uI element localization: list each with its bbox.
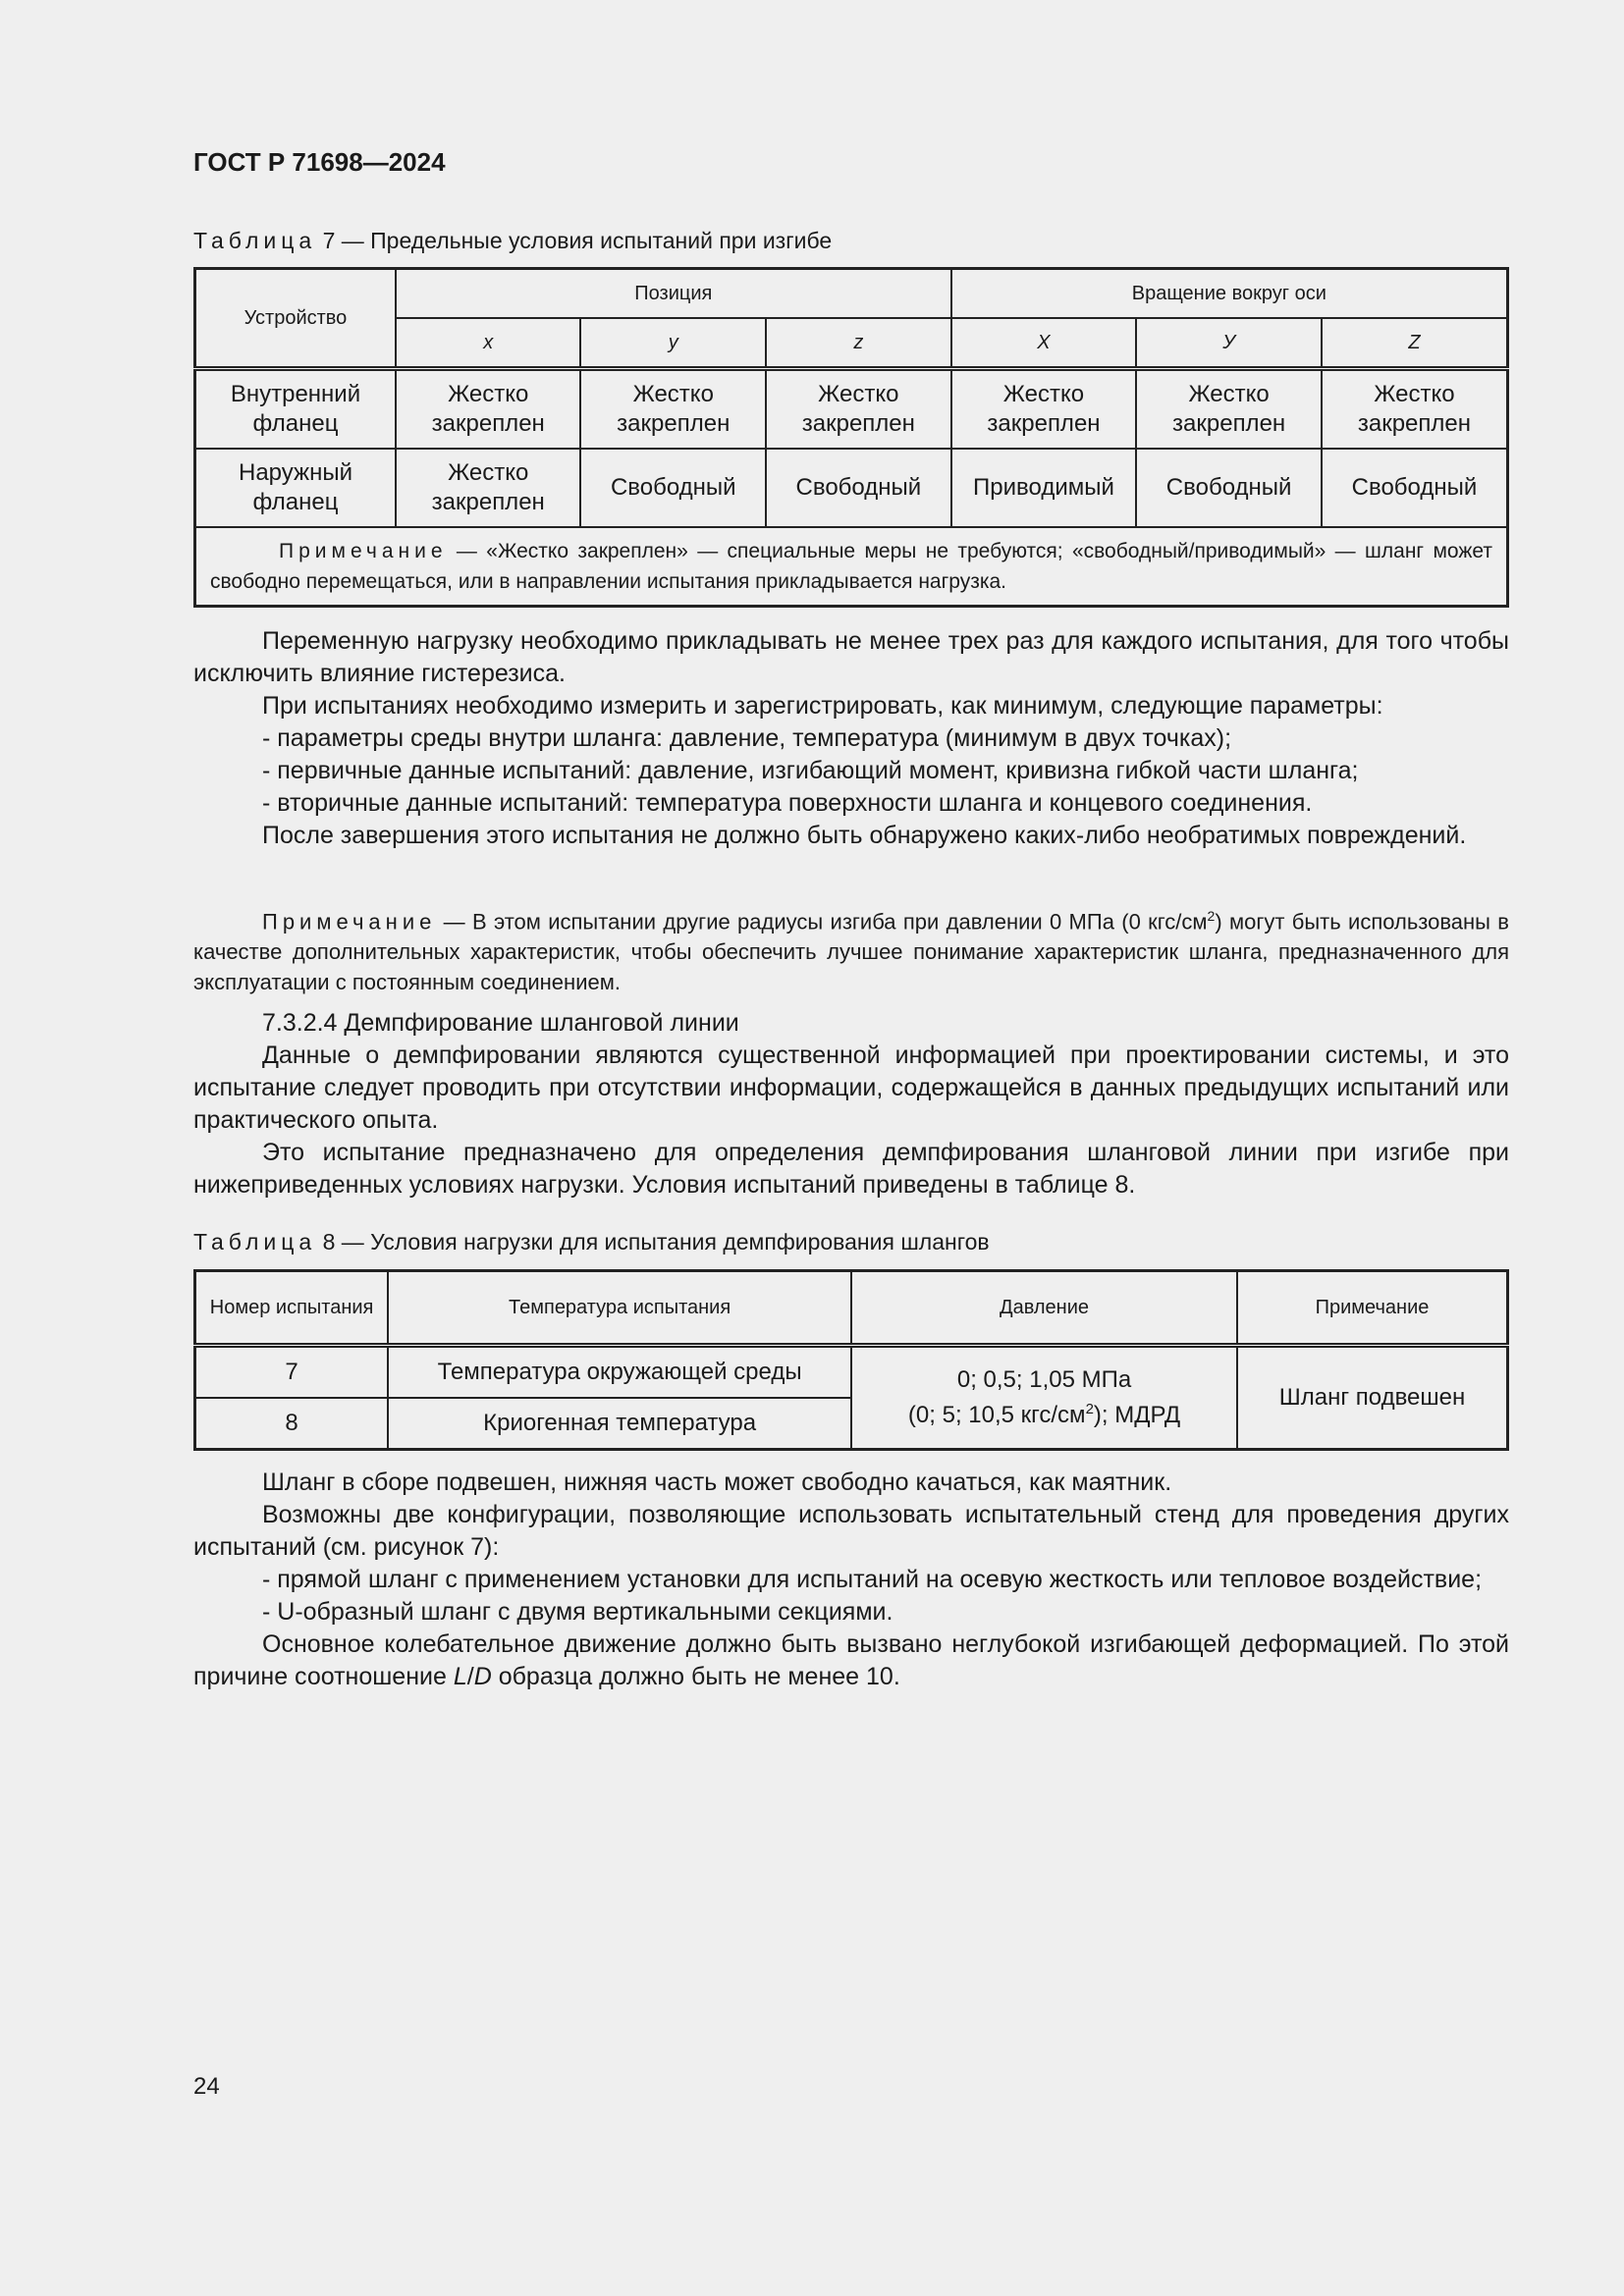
table7-row-name: Внутренний фланец bbox=[195, 369, 396, 450]
table8-pressure-cell: 0; 0,5; 1,05 МПа (0; 5; 10,5 кгс/$см^2$); МДРД bbox=[851, 1346, 1237, 1450]
paragraph: Основное колебательное движение должно быть вызвано неглубокой изгибающей деформацией. По этой причине соотношение L/D образца должно быть не менее 10. bbox=[193, 1630, 1509, 1690]
table-cell: Жестко закреплен bbox=[396, 369, 580, 450]
table7-sub-x: x bbox=[396, 318, 580, 369]
table7-note: Примечание — «Жестко закреплен» — специальные меры не требуются; «свободный/приводимый» — шланг может свободно перемещаться, или в направлении испытания прикладывается нагрузка. bbox=[195, 527, 1508, 607]
paragraph: При испытаниях необходимо измерить и зарегистрировать, как минимум, следующие параметры: bbox=[262, 692, 1383, 720]
table7-header-position: Позиция bbox=[396, 269, 951, 319]
table-cell: Жестко закреплен bbox=[951, 369, 1137, 450]
table-cell: 8 bbox=[195, 1398, 389, 1450]
table-cell: Жестко закреплен bbox=[766, 369, 951, 450]
table7-sub-Z: Z bbox=[1322, 318, 1508, 369]
table8-header-pressure: Давление bbox=[851, 1271, 1237, 1346]
table8-caption: Таблица 8 — Условия нагрузки для испытания демпфирования шлангов bbox=[193, 1229, 990, 1255]
note-2: Примечание — В этом испытании другие радиусы изгиба при давлении 0 МПа (0 кгс/$см^2$) могут быть использованы в качестве дополнительных характеристик, чтобы обеспечить лучшее понимание характеристик шланга, предназначенного для эксплуатации с постоянным соединением. bbox=[193, 908, 1509, 995]
list-item: - прямой шланг с применением установки для испытаний на осевую жесткость или тепловое воздействие; bbox=[262, 1566, 1483, 1593]
doc-header: ГОСТ Р 71698—2024 bbox=[193, 147, 446, 177]
table7-note-row bbox=[195, 527, 1508, 607]
table-cell: Свободный bbox=[1322, 449, 1508, 527]
list-item: - вторичные данные испытаний: температура поверхности шланга и концевого соединения. bbox=[262, 789, 1313, 817]
table-cell: Жестко закреплен bbox=[1322, 369, 1508, 450]
paragraph: Это испытание предназначено для определения демпфирования шланговой линии при изгибе при нижеприведенных условиях нагрузки. Условия испытаний приведены в таблице 8. bbox=[193, 1139, 1509, 1199]
paragraph: Возможны две конфигурации, позволяющие использовать испытательный стенд для проведения других испытаний (см. рисунок 7): bbox=[193, 1501, 1509, 1561]
paragraph: Шланг в сборе подвешен, нижняя часть может свободно качаться, как маятник. bbox=[262, 1468, 1172, 1496]
table-row bbox=[195, 449, 1508, 527]
table-cell: Криогенная температура bbox=[388, 1398, 851, 1450]
table7-sub-Y: У bbox=[1136, 318, 1322, 369]
list-item: - U-образный шланг с двумя вертикальными секциями. bbox=[262, 1598, 893, 1626]
table7-caption: Таблица 7 — Предельные условия испытаний при изгибе bbox=[193, 228, 833, 253]
table8-note-cell: Шланг подвешен bbox=[1237, 1346, 1507, 1450]
list-item: - первичные данные испытаний: давление, изгибающий момент, кривизна гибкой части шланга; bbox=[262, 757, 1359, 784]
section-heading: 7.3.2.4 Демпфирование шланговой линии bbox=[262, 1009, 739, 1037]
table-cell: 7 bbox=[195, 1346, 389, 1399]
list-item: - параметры среды внутри шланга: давление, температура (минимум в двух точках); bbox=[262, 724, 1232, 752]
table8-header-temperature: Температура испытания bbox=[388, 1271, 851, 1346]
table7-header-rotation: Вращение вокруг оси bbox=[951, 269, 1508, 319]
table-cell: Жестко закреплен bbox=[396, 449, 580, 527]
table7-sub-y: y bbox=[580, 318, 766, 369]
table8-header-number: Номер испытания bbox=[195, 1271, 389, 1346]
page-number: 24 bbox=[193, 2073, 220, 2100]
table-cell: Свободный bbox=[1136, 449, 1322, 527]
table-cell: Свободный bbox=[580, 449, 766, 527]
table8-header-note: Примечание bbox=[1237, 1271, 1507, 1346]
table7-header-device: Устройство bbox=[195, 269, 396, 369]
paragraph: Данные о демпфировании являются существенной информацией при проектировании системы, и это испытание следует проводить при отсутствии информации, содержащейся в данных предыдущих испытаний или практического опыта. bbox=[193, 1041, 1509, 1134]
text-block-1 bbox=[193, 625, 1509, 852]
table-cell: Жестко закреплен bbox=[1136, 369, 1322, 450]
table7-row-name: Наружный фланец bbox=[195, 449, 396, 527]
paragraph: Переменную нагрузку необходимо прикладывать не менее трех раз для каждого испытания, для того чтобы исключить влияние гистерезиса. bbox=[193, 627, 1509, 687]
table7 bbox=[193, 267, 1509, 608]
table-cell: Жестко закреплен bbox=[580, 369, 766, 450]
table-cell: Приводимый bbox=[951, 449, 1137, 527]
text-block-2 bbox=[193, 1007, 1509, 1201]
table7-sub-X: X bbox=[951, 318, 1137, 369]
table-row bbox=[195, 1346, 1508, 1399]
table-row bbox=[195, 369, 1508, 450]
paragraph: После завершения этого испытания не должно быть обнаружено каких-либо необратимых повреждений. bbox=[262, 822, 1467, 849]
table-cell: Температура окружающей среды bbox=[388, 1346, 851, 1399]
text-block-3 bbox=[193, 1467, 1509, 1693]
table-cell: Свободный bbox=[766, 449, 951, 527]
table7-sub-z: z bbox=[766, 318, 951, 369]
table8 bbox=[193, 1269, 1509, 1451]
